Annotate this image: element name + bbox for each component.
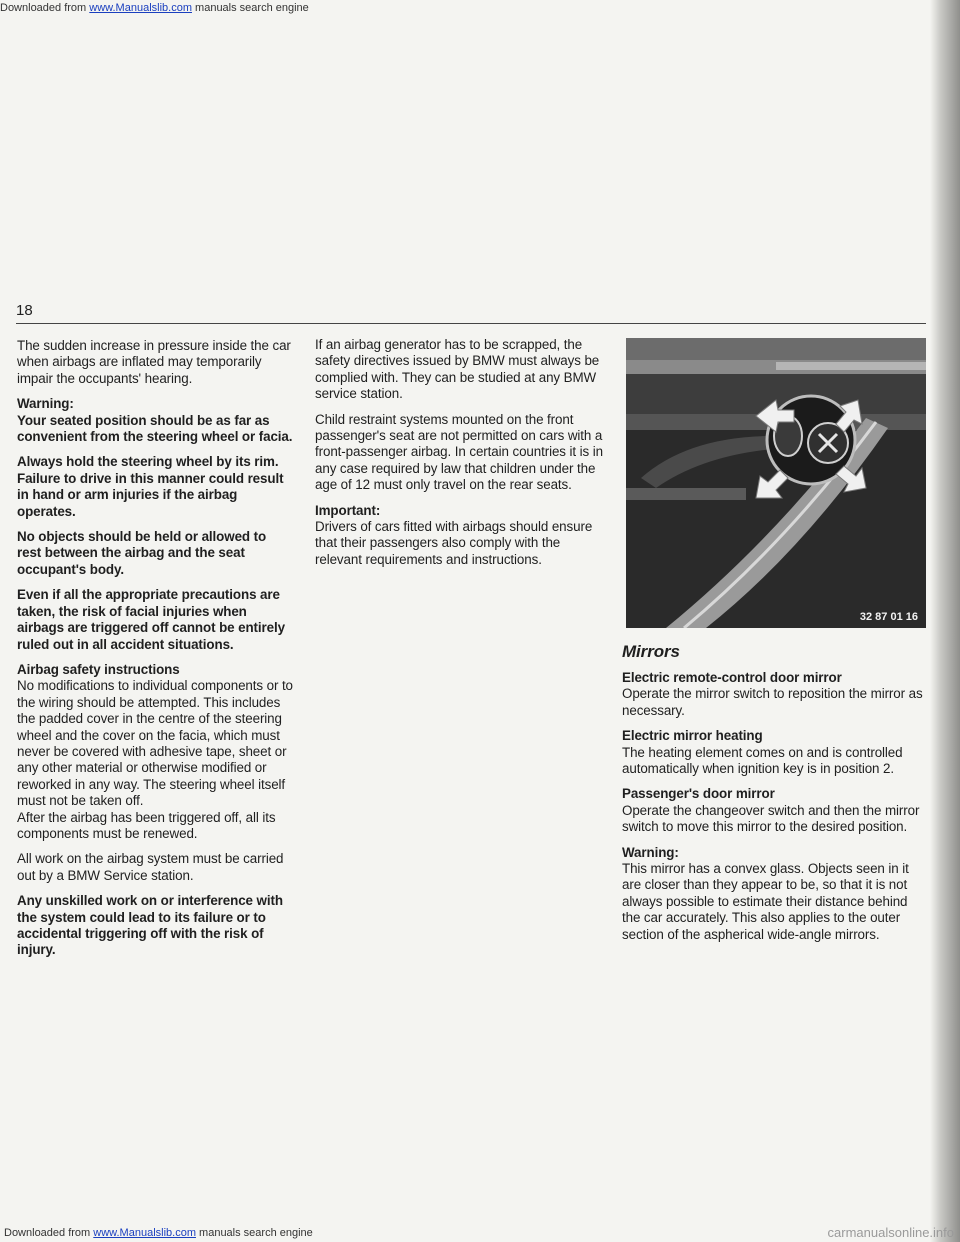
mirror-heating-text: The heating element comes on and is controlled automatically when ignition key is in position 2.	[622, 744, 903, 777]
remote-mirror-text: Operate the mirror switch to reposition the mirror as necessary.	[622, 686, 923, 718]
mirror-switch-illustration	[626, 338, 926, 628]
seating-warning	[17, 396, 293, 445]
steering-rim-paragraph: Always hold the steering wheel by its rim. Failure to drive in this manner could result in hand or arm injuries if the airbag operates.	[17, 454, 284, 519]
header-suffix: manuals search engine	[191, 2, 309, 14]
pressure-paragraph: The sudden increase in pressure inside the car when airbags are inflated may temporarily impair the occupants' hearing.	[17, 338, 291, 386]
left-column	[17, 338, 293, 968]
important-note	[315, 503, 605, 569]
header-prefix: Downloaded from	[0, 2, 90, 14]
download-footer	[0, 1222, 960, 1242]
service-paragraph: All work on the airbag system must be carried out by a BMW Service station.	[17, 851, 284, 883]
safety-instructions	[17, 662, 293, 842]
footer-suffix: manuals search engine	[195, 1227, 313, 1239]
page-edge-shadow	[930, 0, 960, 1242]
precautions-paragraph: Even if all the appropriate precautions are taken, the risk of facial injuries when airbags are triggered off cannot be entirely ruled out in all accident situations.	[17, 587, 285, 652]
passenger-mirror-heading: Passenger's door mirror	[622, 786, 775, 802]
mirrors-heading: Mirrors	[622, 642, 680, 661]
remote-mirror-section	[622, 670, 924, 719]
important-text: Drivers of cars fitted with airbags should ensure that their passengers also comply with the relevant requirements and instructions.	[315, 519, 593, 567]
watermark: carmanualsonline.info	[827, 1225, 954, 1240]
middle-column	[315, 337, 605, 577]
safety-heading: Airbag safety instructions	[17, 661, 180, 677]
important-label: Important:	[315, 502, 381, 518]
page-number: 18	[16, 302, 33, 319]
mirror-heating-heading: Electric mirror heating	[622, 728, 763, 744]
footer-manualslib-link[interactable]: www.Manualslib.com	[93, 1227, 196, 1239]
generator-paragraph: If an airbag generator has to be scrapped, the safety directives issued by BMW must always be complied with. They can be studied at any BMW service station.	[315, 337, 600, 402]
right-column	[622, 642, 924, 952]
objects-paragraph: No objects should be held or allowed to rest between the airbag and the seat occupant's body.	[17, 529, 267, 577]
footer-prefix: Downloaded from	[4, 1227, 94, 1239]
download-header	[0, 2, 960, 14]
remote-mirror-heading: Electric remote-control door mirror	[622, 670, 842, 685]
safety-text-2: After the airbag has been triggered off, all its components must be renewed.	[17, 809, 276, 841]
mirror-heating-section	[622, 728, 924, 777]
convex-warning-text: This mirror has a convex glass. Objects seen in it are closer than they appear to be, so that it is not always possible to estimate their distance behind the car accurately. This also applies to the outer section of the aspherical wide-angle mirrors.	[622, 861, 909, 942]
footer-source	[4, 1227, 313, 1239]
warning-label: Warning:	[17, 396, 74, 412]
convex-warning-section	[622, 845, 924, 943]
manualslib-link[interactable]: www.Manualslib.com	[89, 2, 192, 14]
convex-warning-label: Warning:	[622, 844, 679, 860]
figure-reference: 32 87 01 16	[859, 611, 918, 623]
child-restraint-paragraph: Child restraint systems mounted on the front passenger's seat are not permitted on cars with a front-passenger airbag. In certain countries it is in any case required by law that children under the age of 12 must only travel on the rear seats.	[315, 411, 603, 493]
safety-text: No modifications to individual components or to the wiring should be attempted. This includes the padded cover in the centre of the steering wheel and the cover on the facia, which must never be covered with adhesive tape, sheet or any other material or otherwise modified or reworked in any way. The steering wheel itself must not be taken off.	[17, 678, 293, 809]
passenger-mirror-text: Operate the changeover switch and then the mirror switch to move this mirror to the desired position.	[622, 802, 920, 835]
passenger-mirror-section	[622, 786, 924, 835]
unskilled-work-paragraph: Any unskilled work on or interference with the system could lead to its failure or to accidental triggering off with the risk of injury.	[17, 893, 283, 958]
mirror-switch-photo	[626, 338, 926, 628]
warning-text: Your seated position should be as far as convenient from the steering wheel or facia.	[17, 412, 293, 445]
header-rule	[16, 323, 926, 324]
